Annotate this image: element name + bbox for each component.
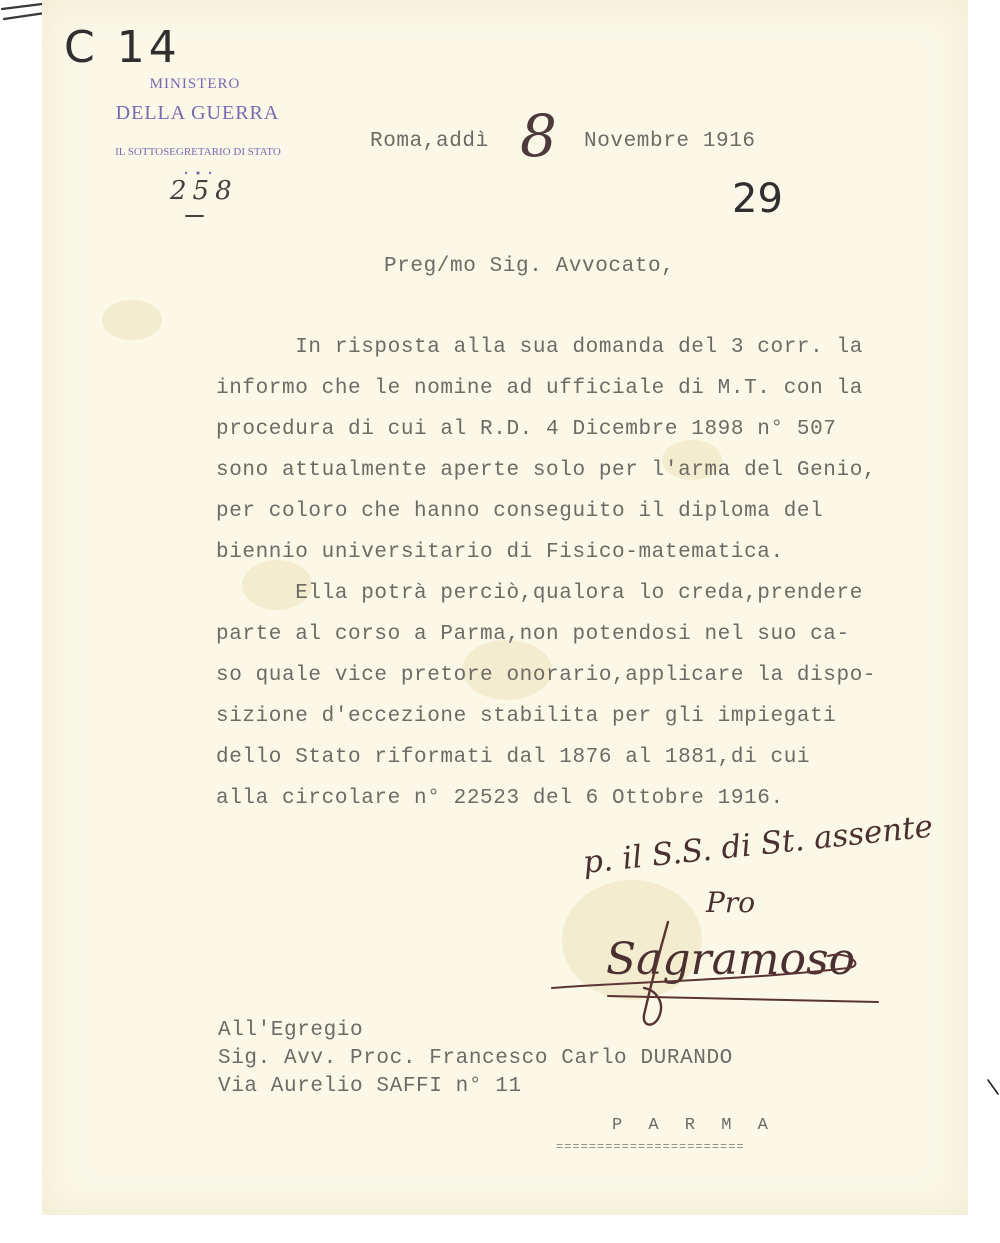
address-recipient: Sig. Avv. Proc. Francesco Carlo DURANDO [218, 1047, 733, 1070]
body-line: sizione d'eccezione stabilita per gli impiegati [216, 705, 837, 728]
paper-stain [102, 300, 162, 340]
address-street: Via Aurelio SAFFI n° 11 [218, 1075, 522, 1098]
date-day: 8 [520, 102, 557, 170]
body-line: so quale vice pretore onorario,applicare la dispo- [216, 664, 877, 687]
date-month-year: Novembre 1916 [584, 130, 756, 153]
body-line: procedura di cui al R.D. 4 Dicembre 1898 n° 507 [216, 418, 837, 441]
page-number: 29 [732, 176, 783, 222]
margin-mark [986, 1078, 1000, 1098]
body-line: biennio universitario di Fisico-matematica. [216, 541, 784, 564]
body-line: dello Stato riformati dal 1876 al 1881,di cui [216, 746, 811, 769]
body-line: parte al corso a Parma,non potendosi nel suo ca- [216, 623, 850, 646]
signature-abbreviation: Pro [706, 886, 756, 919]
address-city: P A R M A [612, 1116, 776, 1135]
protocol-underline [185, 214, 205, 218]
body-line: informo che le nomine ad ufficiale di M.T. con la [216, 377, 863, 400]
letterhead-office: IL SOTTOSEGRETARIO DI STATO [115, 146, 281, 158]
body-line: sono attualmente aperte solo per l'arma del Genio, [216, 459, 877, 482]
archive-mark: C 14 [64, 22, 181, 73]
letterhead-department: DELLA GUERRA [115, 102, 280, 124]
signature-proxy-note: p. il S.S. di St. assente [581, 808, 935, 881]
signature-name: Sagramoso [606, 934, 856, 985]
body-line: alla circolare n° 22523 del 6 Ottobre 1916. [216, 787, 784, 810]
body-line: In risposta alla sua domanda del 3 corr. la [216, 336, 863, 359]
body-line: Ella potrà perciò,qualora lo creda,prendere [216, 582, 863, 605]
letterhead-ministry: MINISTERO [149, 76, 241, 92]
body-line: per coloro che hanno conseguito il diploma del [216, 500, 824, 523]
date-place: Roma,addì [370, 130, 489, 153]
address-city-underline: ======================= [556, 1140, 745, 1154]
signature-flourish [548, 910, 888, 1040]
address-greeting: All'Egregio [218, 1019, 364, 1042]
salutation: Preg/mo Sig. Avvocato, [384, 255, 675, 278]
protocol-number: 258 [170, 176, 238, 206]
